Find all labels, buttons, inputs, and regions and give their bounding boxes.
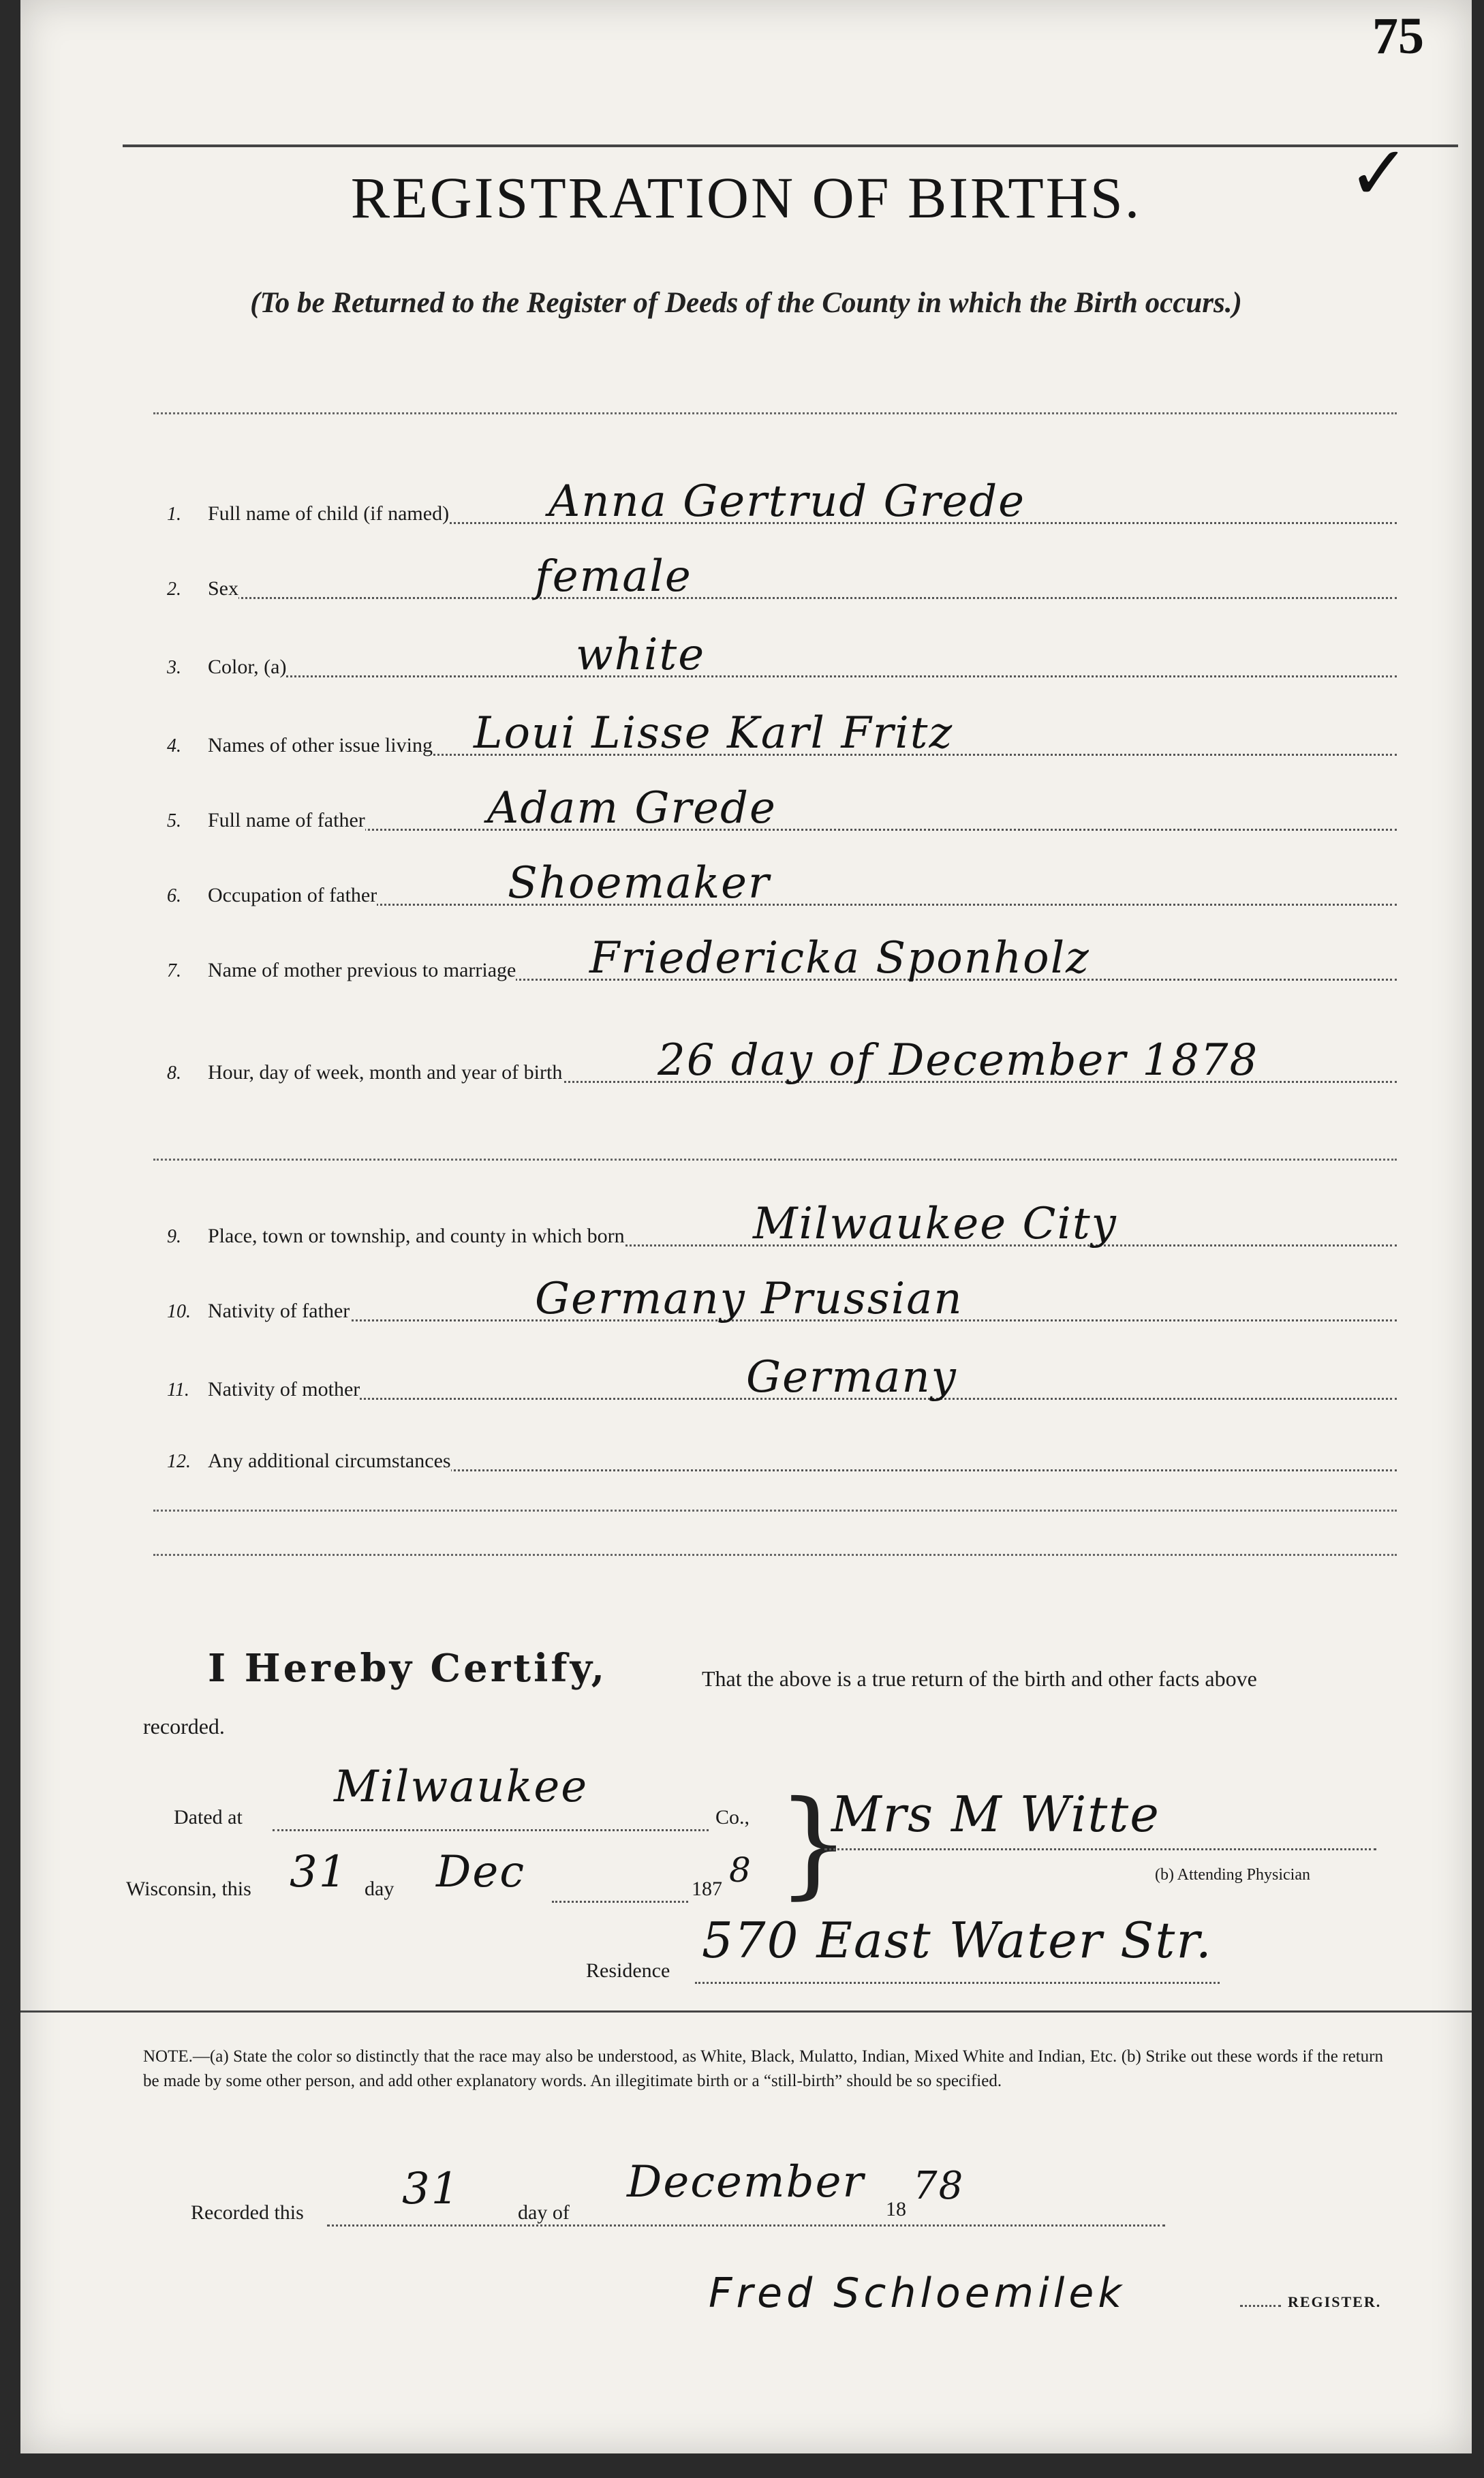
check-mark-icon: ✓ bbox=[1347, 132, 1410, 215]
field-value: Friedericka Sponholz bbox=[589, 933, 1090, 983]
fill-line bbox=[1240, 2305, 1281, 2307]
fill-line bbox=[208, 904, 1397, 906]
field-number: 11. bbox=[167, 1379, 189, 1401]
recorded-year-suffix: 78 bbox=[913, 2164, 965, 2208]
field-label: Hour, day of week, month and year of birth bbox=[208, 1061, 563, 1084]
wisconsin-label: Wisconsin, this bbox=[126, 1878, 251, 1900]
physician-label: (b) Attending Physician bbox=[1155, 1866, 1310, 1884]
field-value: Germany Prussian bbox=[535, 1274, 963, 1324]
field-label: Sex bbox=[208, 577, 238, 600]
field-birth-date bbox=[153, 1035, 1397, 1087]
field-value: Adam Grede bbox=[487, 783, 777, 833]
field-number: 10. bbox=[167, 1301, 191, 1322]
field-additional-circumstances bbox=[153, 1435, 1397, 1475]
field-value: Loui Lisse Karl Fritz bbox=[474, 708, 954, 759]
field-number: 4. bbox=[167, 735, 181, 756]
field-father-nativity bbox=[153, 1274, 1397, 1326]
field-label: Nativity of mother bbox=[208, 1378, 360, 1401]
field-value: Shoemaker bbox=[508, 858, 771, 908]
register-label: REGISTER. bbox=[1288, 2293, 1382, 2310]
field-number: 8. bbox=[167, 1062, 181, 1084]
continuation-line bbox=[153, 1510, 1397, 1512]
brace-icon: } bbox=[777, 1776, 851, 1911]
fill-line bbox=[208, 829, 1397, 831]
field-label: Place, town or township, and county in which born bbox=[208, 1225, 625, 1247]
field-mother-maiden-name bbox=[153, 933, 1397, 985]
page-number: 75 bbox=[1372, 7, 1424, 65]
residence-label: Residence bbox=[586, 1959, 670, 1982]
field-color bbox=[153, 630, 1397, 682]
fill-line bbox=[208, 675, 1397, 677]
recorded-year-prefix: 18 bbox=[886, 2198, 906, 2220]
field-value: 26 day of December 1878 bbox=[658, 1035, 1259, 1086]
recorded-month-value: December bbox=[627, 2157, 865, 2207]
fill-line bbox=[552, 1901, 688, 1903]
year-suffix: 8 bbox=[729, 1850, 752, 1890]
physician-signature: Mrs M Witte bbox=[831, 1786, 1160, 1843]
field-number: 7. bbox=[167, 960, 181, 981]
dated-at-value: Milwaukee bbox=[334, 1762, 589, 1812]
certify-text-continued: recorded. bbox=[143, 1714, 225, 1739]
form-title: REGISTRATION OF BIRTHS. bbox=[350, 165, 1142, 230]
field-label: Occupation of father bbox=[208, 884, 377, 906]
certify-text: That the above is a true return of the birth and other facts above bbox=[702, 1666, 1257, 1691]
certify-month-value: Dec bbox=[436, 1847, 526, 1897]
residence-value: 570 East Water Str. bbox=[702, 1912, 1213, 1969]
register-signature: Fred Schloemilek bbox=[709, 2269, 1126, 2317]
year-prefix: 187 bbox=[692, 1878, 722, 1900]
field-value: female bbox=[535, 551, 692, 602]
field-label: Color, (a) bbox=[208, 656, 287, 678]
field-label: Any additional circumstances bbox=[208, 1450, 451, 1472]
field-value: Milwaukee City bbox=[753, 1199, 1117, 1249]
continuation-line bbox=[153, 1159, 1397, 1161]
field-number: 12. bbox=[167, 1451, 191, 1472]
field-value: Germany bbox=[746, 1352, 957, 1403]
field-label: Full name of child (if named) bbox=[208, 502, 450, 525]
certify-day-value: 31 bbox=[290, 1847, 348, 1897]
separator-rule bbox=[153, 412, 1397, 414]
note-separator bbox=[20, 2010, 1472, 2013]
recorded-label: Recorded this bbox=[191, 2201, 304, 2224]
day-of-label: day of bbox=[518, 2201, 570, 2224]
field-birth-place bbox=[153, 1199, 1397, 1251]
certify-heading: I Hereby Certify, bbox=[208, 1646, 608, 1691]
day-label: day bbox=[365, 1878, 395, 1900]
field-father-occupation bbox=[153, 858, 1397, 910]
field-number: 1. bbox=[167, 504, 181, 525]
dated-at-label: Dated at bbox=[174, 1806, 243, 1829]
field-father-name bbox=[153, 783, 1397, 835]
field-number: 5. bbox=[167, 810, 181, 831]
field-number: 3. bbox=[167, 657, 181, 678]
footnote: NOTE.—(a) State the color so distinctly that the race may also be understood, as White, Black, Mulatto, Indian, Mixed White and Indian, Etc. (b) Strike out these words if the return be made by some other person, and add other explanatory words. An illegitimate birth or a “still-birth” should be so specified. bbox=[143, 2047, 1383, 2090]
continuation-line bbox=[153, 1554, 1397, 1556]
fill-line bbox=[824, 1848, 1376, 1850]
field-label: Names of other issue living bbox=[208, 734, 433, 756]
field-child-name bbox=[153, 476, 1397, 528]
field-value: white bbox=[576, 630, 706, 680]
form-subtitle: (To be Returned to the Register of Deeds of the County in which the Birth occurs.) bbox=[250, 287, 1242, 319]
birth-registration-form bbox=[20, 0, 1472, 2453]
field-value: Anna Gertrud Grede bbox=[548, 476, 1026, 527]
field-number: 2. bbox=[167, 579, 181, 600]
field-other-issue bbox=[153, 708, 1397, 760]
field-label: Name of mother previous to marriage bbox=[208, 959, 516, 981]
recorded-day-value: 31 bbox=[402, 2164, 461, 2214]
fill-line bbox=[208, 597, 1397, 599]
county-label: Co., bbox=[715, 1806, 750, 1829]
field-sex bbox=[153, 551, 1397, 603]
top-rule bbox=[123, 144, 1458, 147]
field-label: Nativity of father bbox=[208, 1300, 350, 1322]
field-number: 6. bbox=[167, 885, 181, 906]
field-number: 9. bbox=[167, 1226, 181, 1247]
field-label: Full name of father bbox=[208, 809, 365, 831]
field-mother-nativity bbox=[153, 1352, 1397, 1404]
